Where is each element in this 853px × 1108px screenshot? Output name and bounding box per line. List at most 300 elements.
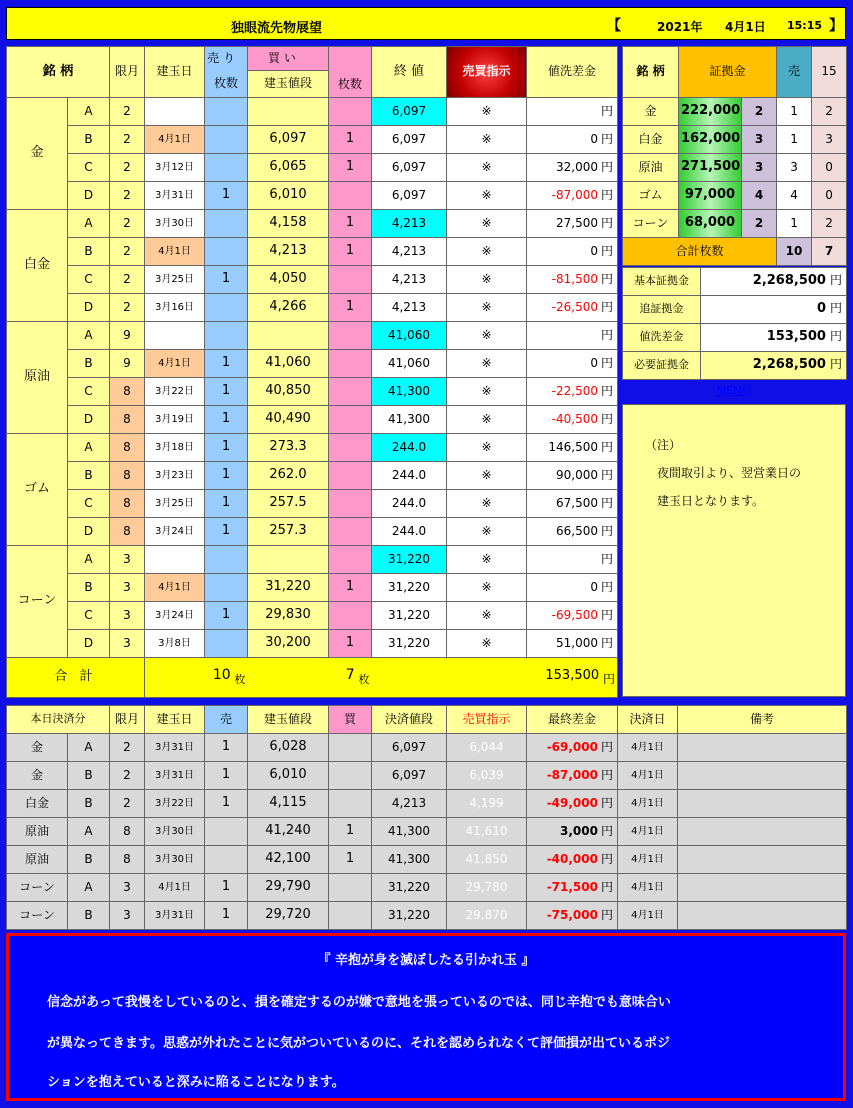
- contract-letter: B: [68, 574, 110, 602]
- total-buy: 7: [345, 667, 355, 684]
- memo-link-bar: [622, 381, 846, 401]
- margin-row: [623, 210, 847, 238]
- settled-diff-cell: [527, 846, 618, 874]
- summary-label: 追証拠金: [623, 296, 701, 324]
- settled-price: 29,790: [248, 874, 329, 902]
- position-row: [7, 294, 618, 322]
- margin-amount: 97,000: [679, 182, 742, 210]
- delivery-month: 2: [110, 294, 145, 322]
- position-price: 262.0: [248, 462, 329, 490]
- contract-letter: D: [68, 630, 110, 658]
- buy-lots: 1: [329, 574, 372, 602]
- contract-letter: C: [68, 602, 110, 630]
- position-price: 273.3: [248, 434, 329, 462]
- margin-commodity: 金: [623, 98, 679, 126]
- settled-close: 31,220: [372, 902, 447, 930]
- position-row: [7, 210, 618, 238]
- proverb-line-2: が異なってきます。思惑が外れたことに気がついているのに、それを認められなくて評価損が出ているポジ: [47, 1036, 670, 1051]
- position-row: [7, 602, 618, 630]
- buy-lots: [329, 434, 372, 462]
- trade-indicator[interactable]: ※: [447, 210, 527, 238]
- close-price: 6,097: [372, 154, 447, 182]
- summary-value-cell: [701, 268, 847, 296]
- position-date: 3月25日: [145, 490, 205, 518]
- baibai-shiji-button[interactable]: 売買指示: [447, 47, 527, 98]
- settled-diff: -71,500: [546, 879, 598, 894]
- settled-date: 3月31日: [145, 734, 205, 762]
- contract-letter: B: [68, 462, 110, 490]
- trade-indicator[interactable]: ※: [447, 378, 527, 406]
- trade-indicator[interactable]: ※: [447, 322, 527, 350]
- total-sell: 10: [212, 667, 231, 684]
- settled-header-kessaibi: 決済日: [618, 706, 678, 734]
- position-row: [7, 182, 618, 210]
- yen-unit: 円: [600, 243, 613, 258]
- mark-to-market: 67,500: [555, 495, 598, 510]
- trade-indicator[interactable]: ※: [447, 350, 527, 378]
- commodity-name: コーン: [7, 546, 68, 658]
- summary-value: 0: [816, 301, 826, 317]
- yen-unit: 円: [829, 329, 842, 344]
- sell-lots: [205, 546, 248, 574]
- col-header-maisu-buy: 枚数: [337, 76, 362, 91]
- close-price: 41,300: [372, 406, 447, 434]
- summary-value-cell: [701, 296, 847, 324]
- settled-sell: [205, 846, 248, 874]
- settled-diff: -75,000: [546, 907, 598, 922]
- settled-header-meigara: 本日決済分: [7, 706, 110, 734]
- close-price: 6,097: [372, 98, 447, 126]
- buy-lots: [329, 182, 372, 210]
- mark-to-market-cell: [527, 294, 618, 322]
- mark-to-market-cell: [527, 238, 618, 266]
- trade-indicator[interactable]: ※: [447, 518, 527, 546]
- settled-month: 2: [110, 790, 145, 818]
- margin-lots: 3: [742, 154, 777, 182]
- buy-lots: [329, 322, 372, 350]
- close-price: 31,220: [372, 630, 447, 658]
- position-price: [248, 546, 329, 574]
- total-buy-cell: [248, 658, 372, 698]
- settled-commodity: コーン: [7, 874, 68, 902]
- yen-unit: 円: [600, 355, 613, 370]
- trade-indicator[interactable]: ※: [447, 294, 527, 322]
- summary-value-cell: [701, 324, 847, 352]
- close-price: 244.0: [372, 434, 447, 462]
- settled-header-biko: 備考: [678, 706, 847, 734]
- mark-to-market-cell: [527, 126, 618, 154]
- close-price: 6,097: [372, 182, 447, 210]
- settled-letter: B: [68, 846, 110, 874]
- col-header-nesen: 値洗差金: [527, 47, 618, 98]
- delivery-month: 3: [110, 546, 145, 574]
- settled-close: 6,097: [372, 734, 447, 762]
- delivery-month: 3: [110, 602, 145, 630]
- position-date: 3月31日: [145, 182, 205, 210]
- mark-to-market-cell: [527, 350, 618, 378]
- trade-indicator[interactable]: ※: [447, 126, 527, 154]
- mark-to-market: 32,000: [555, 159, 598, 174]
- commodity-name: ゴム: [7, 434, 68, 546]
- close-price: 4,213: [372, 210, 447, 238]
- settled-header-kessai-nedan: 決済値段: [372, 706, 447, 734]
- trade-indicator[interactable]: ※: [447, 546, 527, 574]
- delivery-month: 2: [110, 210, 145, 238]
- margin-commodity: 原油: [623, 154, 679, 182]
- settled-letter: A: [68, 818, 110, 846]
- sell-lots: 1: [205, 350, 248, 378]
- settled-price: 42,100: [248, 846, 329, 874]
- settled-diff-cell: [527, 874, 618, 902]
- commodity-name: 白金: [7, 210, 68, 322]
- summary-value: 2,268,500: [752, 357, 826, 373]
- contract-letter: B: [68, 126, 110, 154]
- col-header-kai: 買 い: [248, 47, 329, 71]
- position-price: 4,050: [248, 266, 329, 294]
- sell-lots: 1: [205, 518, 248, 546]
- margin-total-buy: 7: [812, 238, 847, 266]
- col-header-gengetsu: 限月: [110, 47, 145, 98]
- mark-to-market: 51,000: [555, 635, 598, 650]
- position-date: 3月19日: [145, 406, 205, 434]
- margin-row: [623, 154, 847, 182]
- buy-lots: [329, 378, 372, 406]
- bracket-close: 】: [829, 18, 843, 34]
- position-date: 4月1日: [145, 126, 205, 154]
- contract-letter: C: [68, 378, 110, 406]
- delivery-month: 8: [110, 462, 145, 490]
- position-price: [248, 98, 329, 126]
- margin-commodity: 白金: [623, 126, 679, 154]
- close-price: 244.0: [372, 490, 447, 518]
- contract-letter: D: [68, 406, 110, 434]
- yen-unit: 円: [600, 851, 613, 866]
- settled-settle-date: 4月1日: [618, 818, 678, 846]
- settled-sell: 1: [205, 734, 248, 762]
- close-price: 4,213: [372, 266, 447, 294]
- buy-lots: 1: [329, 238, 372, 266]
- settled-note: [678, 874, 847, 902]
- position-row: [7, 574, 618, 602]
- contract-letter: B: [68, 350, 110, 378]
- position-row: [7, 490, 618, 518]
- settled-header-nedan: 建玉値段: [248, 706, 329, 734]
- position-date: 4月1日: [145, 350, 205, 378]
- summary-label: 必要証拠金: [623, 352, 701, 380]
- mark-to-market-cell: [527, 98, 618, 126]
- trade-indicator[interactable]: ※: [447, 434, 527, 462]
- settled-price: 29,720: [248, 902, 329, 930]
- delivery-month: 8: [110, 434, 145, 462]
- margin-row: [623, 126, 847, 154]
- memo-panel: [622, 404, 846, 697]
- settled-diff: -40,000: [546, 851, 598, 866]
- settled-indicator: 29,780: [447, 874, 527, 902]
- close-price: 244.0: [372, 462, 447, 490]
- app-title: 独眼流先物展望: [231, 21, 323, 36]
- settled-buy: 1: [329, 818, 372, 846]
- contract-letter: C: [68, 154, 110, 182]
- yen-unit: 円: [600, 495, 613, 510]
- position-date: 3月24日: [145, 602, 205, 630]
- position-price: [248, 322, 329, 350]
- mark-to-market-cell: [527, 518, 618, 546]
- mark-to-market: 27,500: [555, 215, 598, 230]
- mark-to-market-cell: [527, 546, 618, 574]
- total-sell-unit: 枚: [234, 673, 246, 687]
- trade-indicator[interactable]: ※: [447, 462, 527, 490]
- yen-unit: 円: [600, 383, 613, 398]
- summary-row: [623, 324, 847, 352]
- delivery-month: 9: [110, 322, 145, 350]
- sell-lots: 1: [205, 462, 248, 490]
- settled-letter: B: [68, 790, 110, 818]
- contract-letter: A: [68, 546, 110, 574]
- settled-buy: [329, 790, 372, 818]
- mark-to-market-cell: [527, 630, 618, 658]
- settled-price: 4,115: [248, 790, 329, 818]
- mark-to-market: 0: [590, 243, 598, 258]
- margin-lots: 3: [742, 126, 777, 154]
- yen-unit: 円: [600, 187, 613, 202]
- position-row: [7, 126, 618, 154]
- settled-commodity: 原油: [7, 846, 68, 874]
- yen-unit: 円: [600, 327, 613, 342]
- yen-unit: 円: [600, 411, 613, 426]
- position-date: [145, 546, 205, 574]
- summary-row: [623, 352, 847, 380]
- settled-month: 3: [110, 902, 145, 930]
- mark-to-market: -22,500: [551, 383, 598, 398]
- position-date: [145, 98, 205, 126]
- settled-header-shiji: 売買指示: [447, 706, 527, 734]
- commodity-name: 金: [7, 98, 68, 210]
- position-row: [7, 462, 618, 490]
- settled-note: [678, 846, 847, 874]
- close-price: 244.0: [372, 518, 447, 546]
- mark-to-market: -26,500: [551, 299, 598, 314]
- margin-buy: 0: [812, 154, 847, 182]
- contract-letter: B: [68, 238, 110, 266]
- yen-unit: 円: [600, 299, 613, 314]
- delivery-month: 2: [110, 266, 145, 294]
- mark-to-market: -69,500: [551, 607, 598, 622]
- trade-indicator[interactable]: ※: [447, 490, 527, 518]
- yen-unit: 円: [600, 823, 613, 838]
- mark-to-market-cell: [527, 434, 618, 462]
- close-price: 41,060: [372, 322, 447, 350]
- delivery-month: 8: [110, 406, 145, 434]
- buy-lots: 1: [329, 630, 372, 658]
- delivery-month: 3: [110, 630, 145, 658]
- yen-unit: 円: [600, 635, 613, 650]
- sell-lots: [205, 154, 248, 182]
- position-row: [7, 238, 618, 266]
- settled-sell: [205, 818, 248, 846]
- mark-to-market: -40,500: [551, 411, 598, 426]
- memo-line-1: 夜間取引より、翌営業日の: [657, 466, 802, 480]
- summary-row: [623, 296, 847, 324]
- sell-lots: 1: [205, 378, 248, 406]
- close-price: 41,300: [372, 378, 447, 406]
- margin-header-shokokin: 証拠金: [679, 47, 777, 98]
- sell-lots: [205, 574, 248, 602]
- settled-buy: [329, 734, 372, 762]
- position-row: [7, 266, 618, 294]
- settled-date: 3月31日: [145, 762, 205, 790]
- trade-indicator[interactable]: ※: [447, 182, 527, 210]
- mark-to-market-cell: [527, 574, 618, 602]
- proverb-title: 『 辛抱が身を滅ぼしたる引かれ玉 』: [317, 953, 535, 968]
- yen-unit: 円: [600, 103, 613, 118]
- memo-link[interactable]: MEMO: [716, 384, 752, 397]
- settled-settle-date: 4月1日: [618, 902, 678, 930]
- margin-amount: 222,000: [679, 98, 742, 126]
- position-date: 3月24日: [145, 518, 205, 546]
- settled-diff: -87,000: [546, 767, 598, 782]
- mark-to-market-cell: [527, 378, 618, 406]
- proverb-line-1: 信念があって我慢をしているのと、損を確定するのが嫌で意地を張っているのでは、同じ辛抱でも意味合い: [47, 995, 671, 1010]
- position-date: 3月30日: [145, 210, 205, 238]
- margin-sell: 1: [777, 210, 812, 238]
- settled-buy: 1: [329, 846, 372, 874]
- close-price: 6,097: [372, 126, 447, 154]
- settled-settle-date: 4月1日: [618, 734, 678, 762]
- trade-indicator[interactable]: ※: [447, 154, 527, 182]
- buy-lots: 1: [329, 126, 372, 154]
- position-price: 6,065: [248, 154, 329, 182]
- margin-amount: 68,000: [679, 210, 742, 238]
- trade-indicator[interactable]: ※: [447, 238, 527, 266]
- close-price: 41,060: [372, 350, 447, 378]
- summary-value: 153,500: [766, 329, 826, 345]
- summary-label: 基本証拠金: [623, 268, 701, 296]
- settled-settle-date: 4月1日: [618, 846, 678, 874]
- header-year: 2021年: [657, 20, 703, 34]
- settled-buy: [329, 762, 372, 790]
- buy-lots: [329, 462, 372, 490]
- mark-to-market-cell: [527, 322, 618, 350]
- col-header-kai-maisu: [329, 47, 372, 98]
- trade-indicator[interactable]: ※: [447, 574, 527, 602]
- col-header-maisu-sell: 枚数: [205, 71, 248, 98]
- delivery-month: 8: [110, 378, 145, 406]
- delivery-month: 9: [110, 350, 145, 378]
- bracket-open: 【: [607, 18, 621, 34]
- settled-row: [7, 734, 847, 762]
- mark-to-market-cell: [527, 490, 618, 518]
- contract-letter: D: [68, 182, 110, 210]
- delivery-month: 2: [110, 98, 145, 126]
- margin-row: [623, 182, 847, 210]
- yen-unit: 円: [600, 467, 613, 482]
- total-buy-unit: 枚: [358, 673, 370, 687]
- position-price: 6,010: [248, 182, 329, 210]
- settled-settle-date: 4月1日: [618, 762, 678, 790]
- settled-header-tategyokubi: 建玉日: [145, 706, 205, 734]
- margin-lots: 2: [742, 210, 777, 238]
- trade-indicator[interactable]: ※: [447, 266, 527, 294]
- position-row: [7, 154, 618, 182]
- settled-note: [678, 902, 847, 930]
- settled-diff: -49,000: [546, 795, 598, 810]
- yen-unit: 円: [600, 607, 613, 622]
- col-header-meigara: 銘 柄: [7, 47, 110, 98]
- position-price: 4,158: [248, 210, 329, 238]
- margin-header-uri: 売: [777, 47, 812, 98]
- delivery-month: 2: [110, 154, 145, 182]
- header-bar: [6, 7, 846, 40]
- settled-month: 2: [110, 762, 145, 790]
- settled-close: 4,213: [372, 790, 447, 818]
- margin-sell: 1: [777, 126, 812, 154]
- sell-lots: 1: [205, 602, 248, 630]
- settled-close: 31,220: [372, 874, 447, 902]
- total-sell-cell: [145, 658, 248, 698]
- delivery-month: 8: [110, 490, 145, 518]
- delivery-month: 2: [110, 182, 145, 210]
- position-date: 3月25日: [145, 266, 205, 294]
- trade-indicator[interactable]: ※: [447, 406, 527, 434]
- trade-indicator[interactable]: ※: [447, 602, 527, 630]
- settled-row: [7, 818, 847, 846]
- yen-unit: 円: [600, 439, 613, 454]
- position-price: 29,830: [248, 602, 329, 630]
- settled-indicator: 4,199: [447, 790, 527, 818]
- delivery-month: 2: [110, 126, 145, 154]
- settled-note: [678, 734, 847, 762]
- buy-lots: [329, 490, 372, 518]
- sell-lots: 1: [205, 266, 248, 294]
- margin-amount: 271,500: [679, 154, 742, 182]
- sell-lots: [205, 294, 248, 322]
- settled-note: [678, 790, 847, 818]
- yen-unit: 円: [829, 273, 842, 288]
- settled-letter: B: [68, 762, 110, 790]
- settled-note: [678, 818, 847, 846]
- position-row: [7, 378, 618, 406]
- settled-price: 6,028: [248, 734, 329, 762]
- margin-total-sell: 10: [777, 238, 812, 266]
- settled-month: 2: [110, 734, 145, 762]
- settled-row: [7, 790, 847, 818]
- buy-lots: [329, 518, 372, 546]
- margin-row: [623, 98, 847, 126]
- settled-close: 6,097: [372, 762, 447, 790]
- position-price: 6,097: [248, 126, 329, 154]
- margin-lots: 2: [742, 98, 777, 126]
- close-price: 31,220: [372, 546, 447, 574]
- position-price: 40,850: [248, 378, 329, 406]
- settled-month: 3: [110, 874, 145, 902]
- margin-sell: 1: [777, 98, 812, 126]
- trade-indicator[interactable]: ※: [447, 630, 527, 658]
- position-row: [7, 350, 618, 378]
- settled-diff-cell: [527, 818, 618, 846]
- contract-letter: A: [68, 322, 110, 350]
- position-price: 4,213: [248, 238, 329, 266]
- settled-note: [678, 762, 847, 790]
- contract-letter: A: [68, 210, 110, 238]
- yen-unit: 円: [600, 579, 613, 594]
- settled-diff: -69,000: [546, 739, 598, 754]
- position-date: 3月12日: [145, 154, 205, 182]
- mark-to-market: -87,000: [551, 187, 598, 202]
- position-price: 40,490: [248, 406, 329, 434]
- mark-to-market: 0: [590, 355, 598, 370]
- settled-indicator: 29,870: [447, 902, 527, 930]
- trade-indicator[interactable]: ※: [447, 98, 527, 126]
